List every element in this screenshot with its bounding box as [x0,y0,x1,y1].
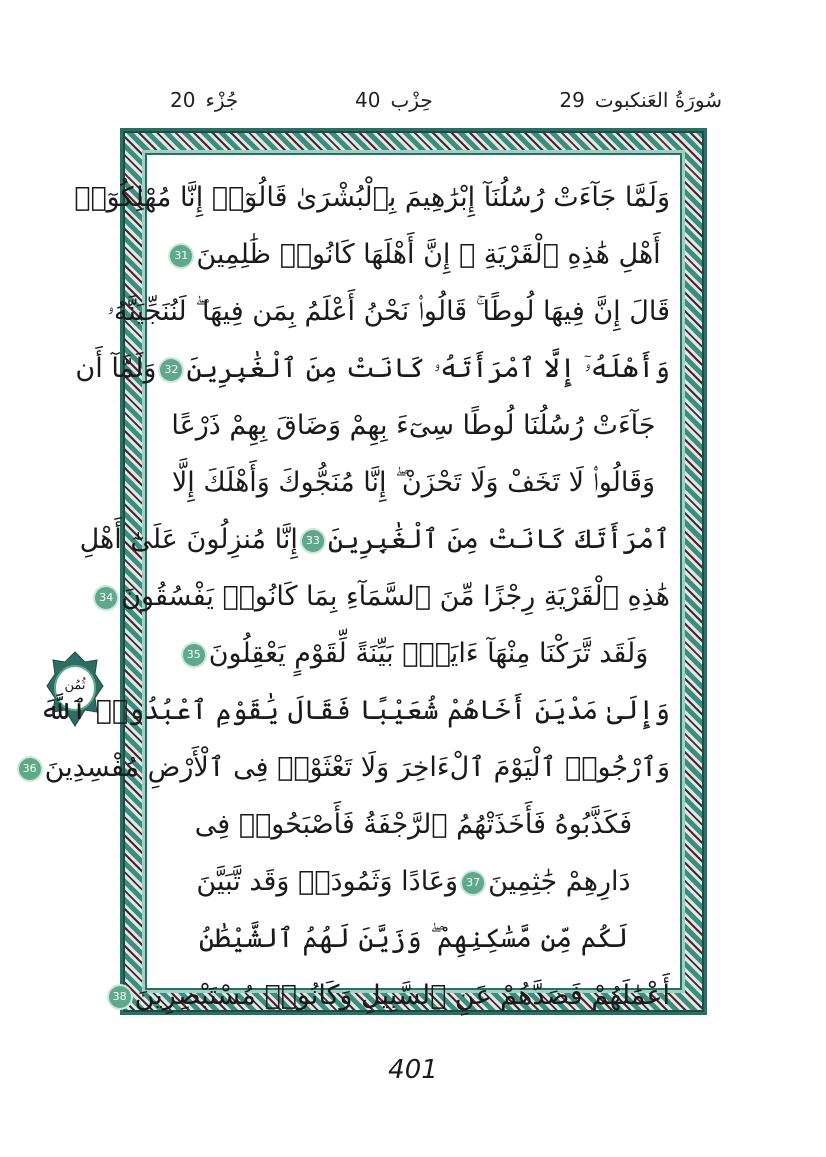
verse-line-text: أَعْمَٰلَهُمْ فَصَدَّهُمْ عَنِ ٱلسَّبِيلِ وَكَانُوا۟ مُسْتَبْصِرِينَ [134,980,670,1011]
verse-line [22,739,670,796]
ayah-number-marker: 35 [183,644,205,666]
verse-line [112,967,670,1024]
hizb-indicator [355,88,433,112]
juz-label: جُزْء [205,88,239,112]
verse-line [79,511,670,568]
verse-line [74,169,670,226]
verse-line-text: وَٱرْجُوا۟ ٱلْيَوْمَ ٱلْءَاخِرَ وَلَا تَعْثَوْا۟ فِى ٱلْأَرْضِ مُفْسِدِينَ [44,752,670,783]
verse-line-text: وَأَهْلَهُۥٓ إِلَّا ٱمْرَأَتَهُۥ كَانَتْ مِنَ ٱلْغَٰبِرِينَ [186,353,670,384]
verse-line-text: دَارِهِمْ جَٰثِمِينَ [488,866,631,897]
verse-line [157,625,670,682]
ayah-number-marker: 37 [462,872,484,894]
surah-indicator [559,88,722,112]
juz-number: 20 [170,88,196,112]
verse-line-text: أَهْلِ هَٰذِهِ ٱلْقَرْيَةِ ۖ إِنَّ أَهْلَهَا كَانُوا۟ ظَٰلِمِينَ [196,239,661,270]
verse-line [157,910,670,967]
juz-indicator [170,88,238,112]
verse-line-text: وَقَالُوا۟ لَا تَخَفْ وَلَا تَحْزَنْ ۖ إِنَّا مُنَجُّوكَ وَأَهْلَكَ إِلَّا [171,467,656,498]
verse-line [107,283,670,340]
hizb-label: حِزْب [390,88,433,112]
verse-line [99,568,670,625]
verse-line [157,454,670,511]
verse-line-text: ٱمْرَأَتَكَ كَانَتْ مِنَ ٱلْغَٰبِرِينَ [327,524,670,555]
surah-name: سُورَةُ العَنكبوت [594,88,722,112]
verse-line-text: وَإِلَىٰ مَدْيَنَ أَخَاهُمْ شُعَيْبًا فَقَالَ يَٰقَوْمِ ٱعْبُدُوا۟ ٱللَّهَ [39,695,670,726]
verse-line-continuation: إِنَّا مُنزِلُونَ عَلَىٰٓ أَهْلِ [79,524,298,555]
verse-line [157,226,670,283]
verse-line [157,397,670,454]
verse-line-text: هَٰذِهِ ٱلْقَرْيَةِ رِجْزًا مِّنَ ٱلسَّمَآءِ بِمَا كَانُوا۟ يَفْسُقُونَ [121,581,670,612]
ayah-number-marker: 33 [302,530,324,552]
verse-line [75,340,670,397]
verse-line-text: جَآءَتْ رُسُلُنَا لُوطًا سِىٓءَ بِهِمْ وَضَاقَ بِهِمْ ذَرْعًا [171,410,656,441]
surah-number: 29 [559,88,585,112]
ayah-number-marker: 34 [95,587,117,609]
verse-line-text: وَلَقَد تَّرَكْنَا مِنْهَآ ءَايَةًۢ بَيِّنَةً لِّقَوْمٍ يَعْقِلُونَ [208,638,649,669]
ayah-number-marker: 31 [170,245,192,267]
verse-line-text: فَكَذَّبُوهُ فَأَخَذَتْهُمُ ٱلرَّجْفَةُ فَأَصْبَحُوا۟ فِى [194,809,633,840]
page-number: 401 [388,1055,438,1085]
thumun-label: ثُمُن [64,678,86,693]
page-header [150,82,722,122]
verse-line-text: وَلَمَّا جَآءَتْ رُسُلُنَآ إِبْرَٰهِيمَ بِٱلْبُشْرَىٰ قَالُوٓا۟ إِنَّا مُهْلِكُوٓا۟ [74,182,670,213]
verse-line [157,796,670,853]
ayah-number-marker: 32 [160,359,182,381]
verse-line-continuation: وَعَادًا وَثَمُودَا۟ وَقَد تَّبَيَّنَ [196,866,459,897]
hizb-number: 40 [355,88,381,112]
ayah-number-marker: 38 [109,986,131,1008]
verse-line-continuation: وَلَمَّآ أَن [75,353,157,384]
verse-line-text: قَالَ إِنَّ فِيهَا لُوطًا ۚ قَالُوا۟ نَحْنُ أَعْلَمُ بِمَن فِيهَا ۖ لَنُنَجِّيَنَّهُۥ [107,296,670,327]
verse-line [157,853,670,910]
ayah-number-marker: 36 [19,758,41,780]
verse-line-text: لَكُم مِّن مَّسَٰكِنِهِمْ ۖ وَزَيَّنَ لَهُمُ ٱلشَّيْطَٰنُ [198,923,629,954]
